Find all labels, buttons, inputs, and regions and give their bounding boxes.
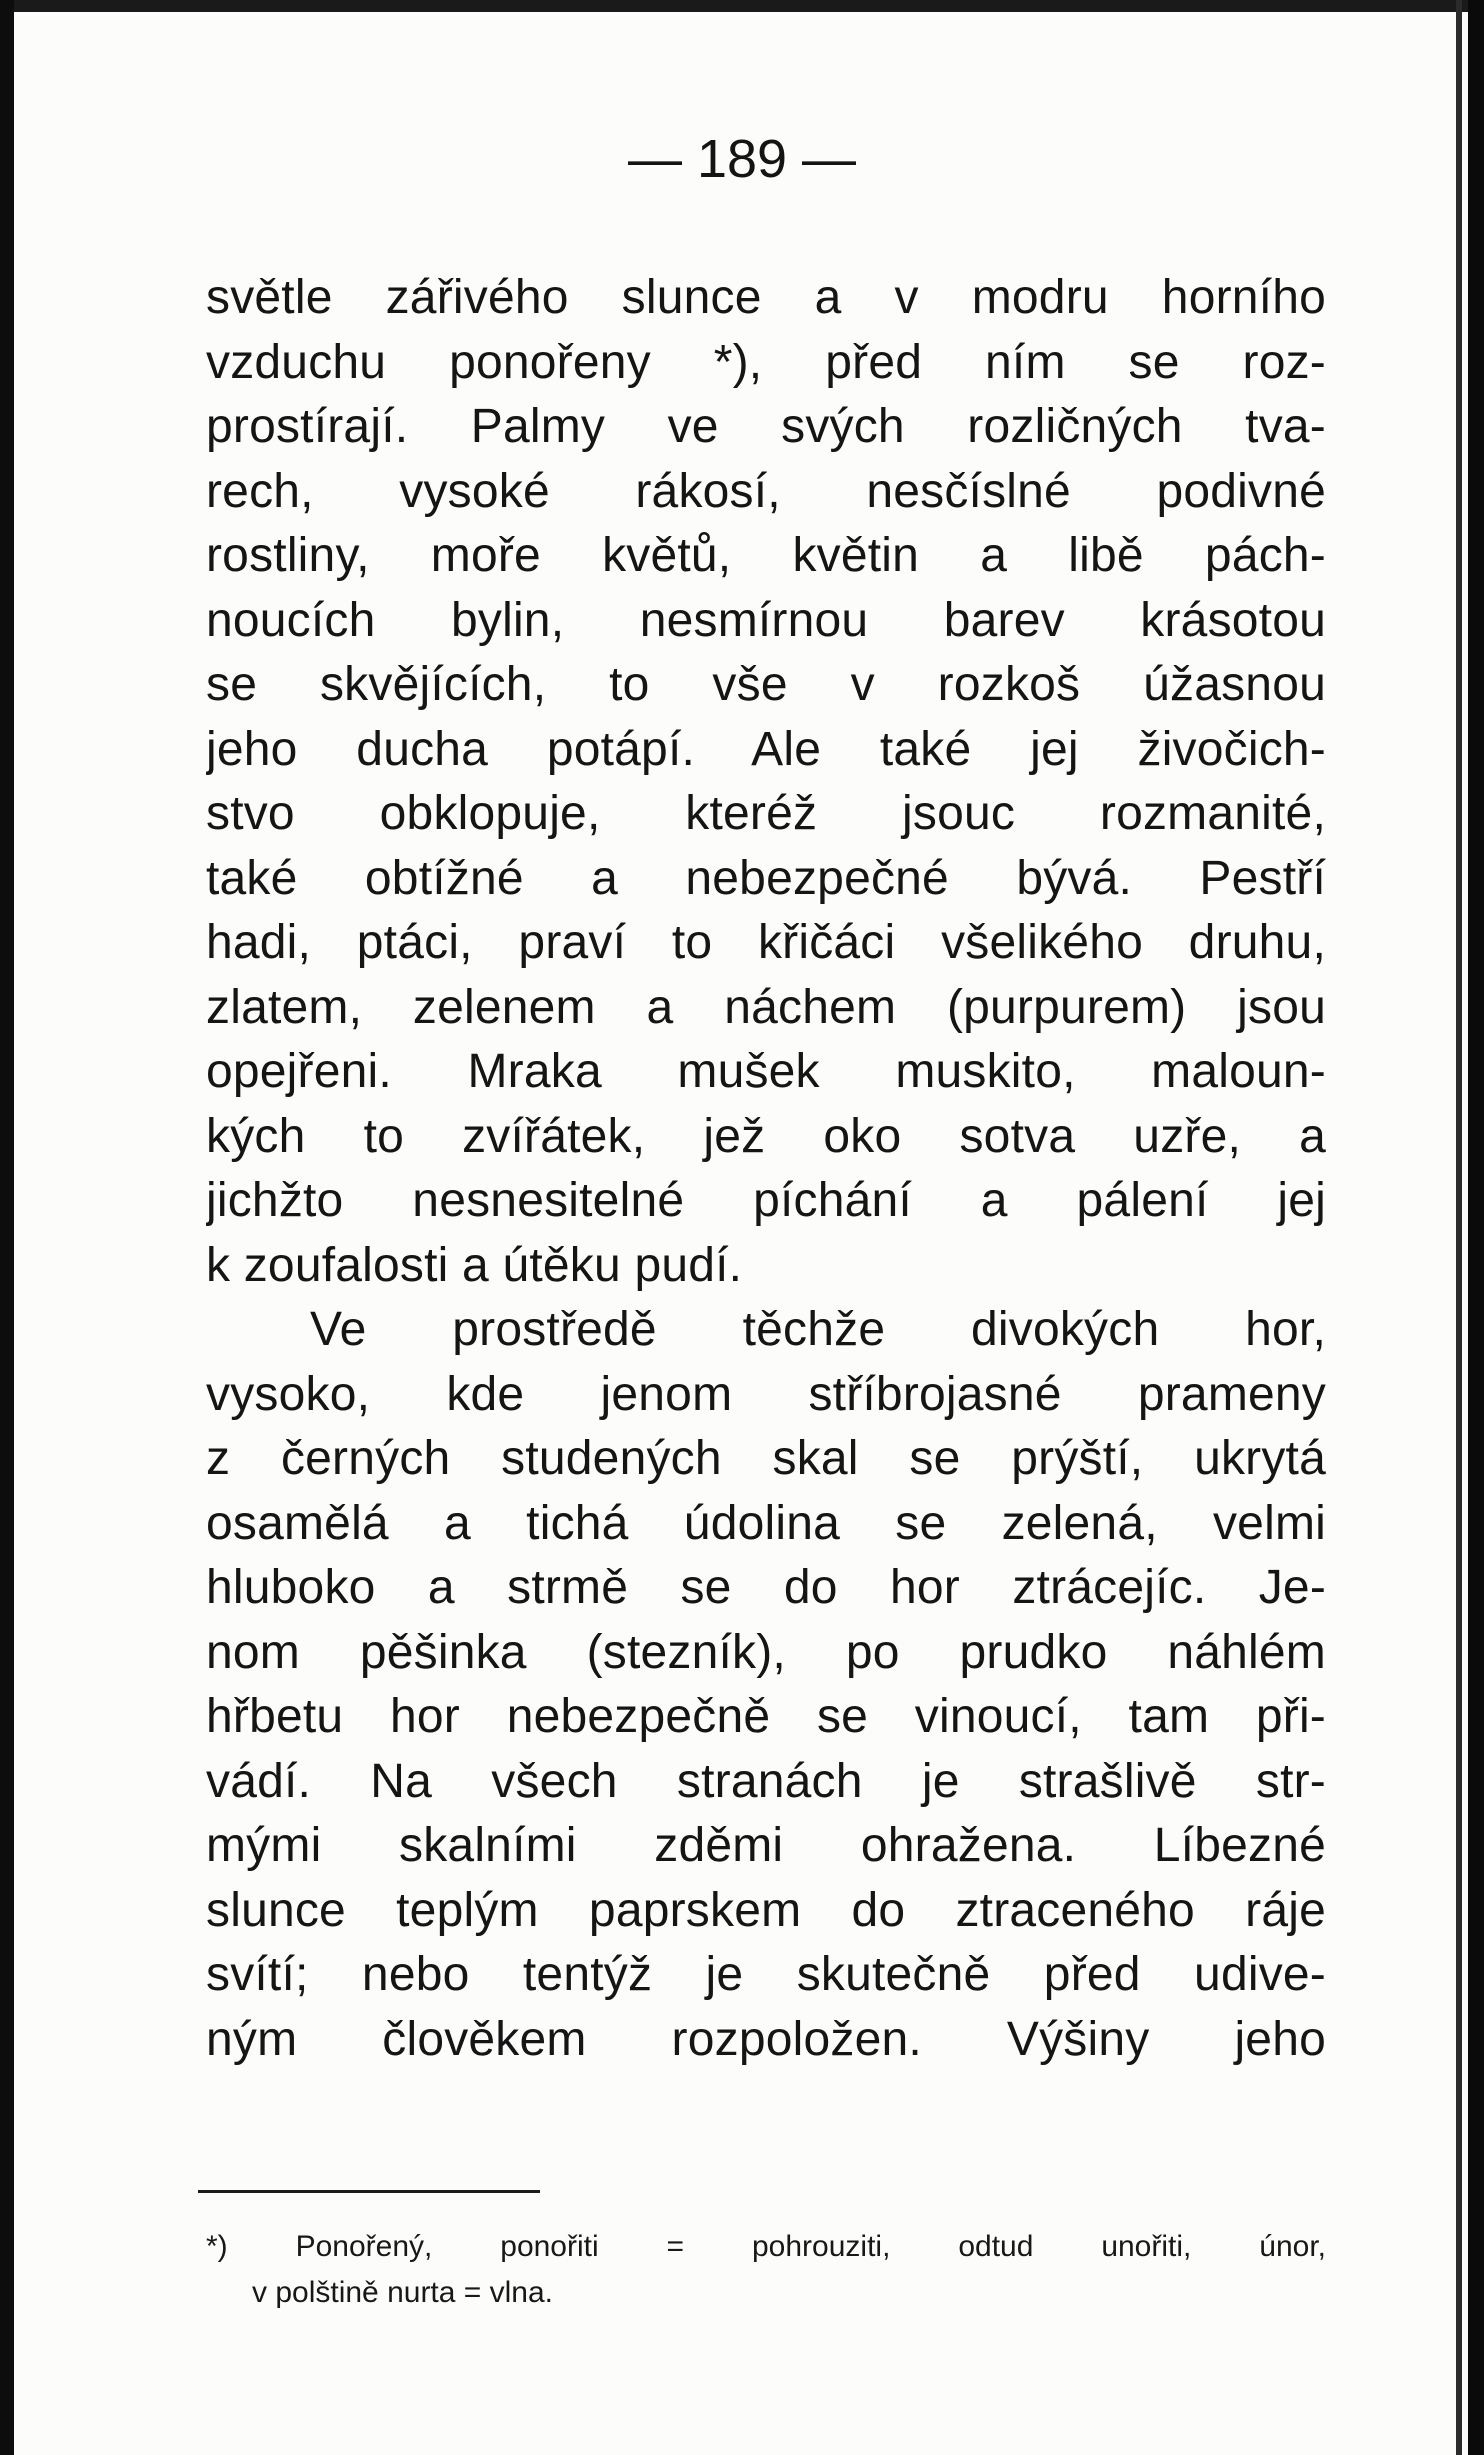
text-line: hadi, ptáci, praví to křičáci všelikého druhu, — [206, 916, 1326, 969]
text-line: z černých studených skal se prýští, ukrytá — [206, 1432, 1326, 1485]
text-line: vádí. Na všech stranách je strašlivě str- — [206, 1754, 1326, 1808]
footnote-divider — [198, 2190, 540, 2193]
text-line: noucích bylin, nesmírnou barev krásotou — [206, 593, 1326, 647]
text-line: světle zářivého slunce a v modru horního — [206, 271, 1326, 324]
text-line: ným člověkem rozpoložen. Výšiny jeho — [206, 2012, 1326, 2066]
text-line: jichžto nesnesitelné píchání a pálení jej — [206, 1174, 1326, 1227]
text-line: svítí; nebo tentýž je skutečně před udive- — [206, 1948, 1326, 2001]
text-line: slunce teplým paprskem do ztraceného ráje — [206, 1883, 1326, 1937]
text-line: vysoko, kde jenom stříbrojasné prameny — [206, 1367, 1326, 1421]
text-line: k zoufalosti a útěku pudí. — [206, 1238, 743, 1292]
body-text — [206, 266, 1326, 2072]
scan-border-right — [1468, 0, 1484, 2455]
footnote-line: *) Ponořený, ponořiti = pohrouziti, odtud unořiti, únor, — [206, 2230, 1326, 2263]
text-line: se skvějících, to vše v rozkoš úžasnou — [206, 658, 1326, 711]
text-line: prostírají. Palmy ve svých rozličných tva- — [206, 400, 1326, 453]
text-line: nom pěšinka (stezník), po prudko náhlém — [206, 1625, 1326, 1679]
text-line: jeho ducha potápí. Ale také jej živočich- — [206, 722, 1326, 776]
text-line: kých to zvířátek, jež oko sotva uzře, a — [206, 1109, 1326, 1163]
text-line: stvo obklopuje, kteréž jsouc rozmanité, — [206, 787, 1326, 840]
text-line: hluboko a strmě se do hor ztrácejíc. Je- — [206, 1561, 1326, 1614]
footnote-line: v polštině nurta = vlna. — [252, 2276, 554, 2309]
text-line: osamělá a tichá údolina se zelená, velmi — [206, 1496, 1326, 1550]
text-line: rostliny, moře květů, květin a libě pách- — [206, 529, 1326, 582]
text-line: mými skalními zděmi ohražena. Líbezné — [206, 1819, 1326, 1872]
text-line: zlatem, zelenem a náchem (purpurem) jsou — [206, 980, 1326, 1034]
footnote — [206, 2224, 1326, 2316]
scan-border-top — [0, 0, 1484, 12]
scan-border-right-inner — [1456, 0, 1462, 2455]
text-line: rech, vysoké rákosí, nesčíslné podivné — [206, 464, 1326, 518]
text-line: vzduchu ponořeny *), před ním se roz- — [206, 335, 1326, 389]
text-line: hřbetu hor nebezpečně se vinoucí, tam při- — [206, 1690, 1326, 1743]
text-line: opejřeni. Mraka mušek muskito, maloun- — [206, 1045, 1326, 1098]
text-line: také obtížné a nebezpečné bývá. Pestří — [206, 851, 1326, 905]
text-line: Ve prostředě těchže divokých hor, — [310, 1303, 1326, 1356]
page-number: — 189 — — [627, 129, 857, 189]
scan-border-left — [0, 0, 14, 2455]
